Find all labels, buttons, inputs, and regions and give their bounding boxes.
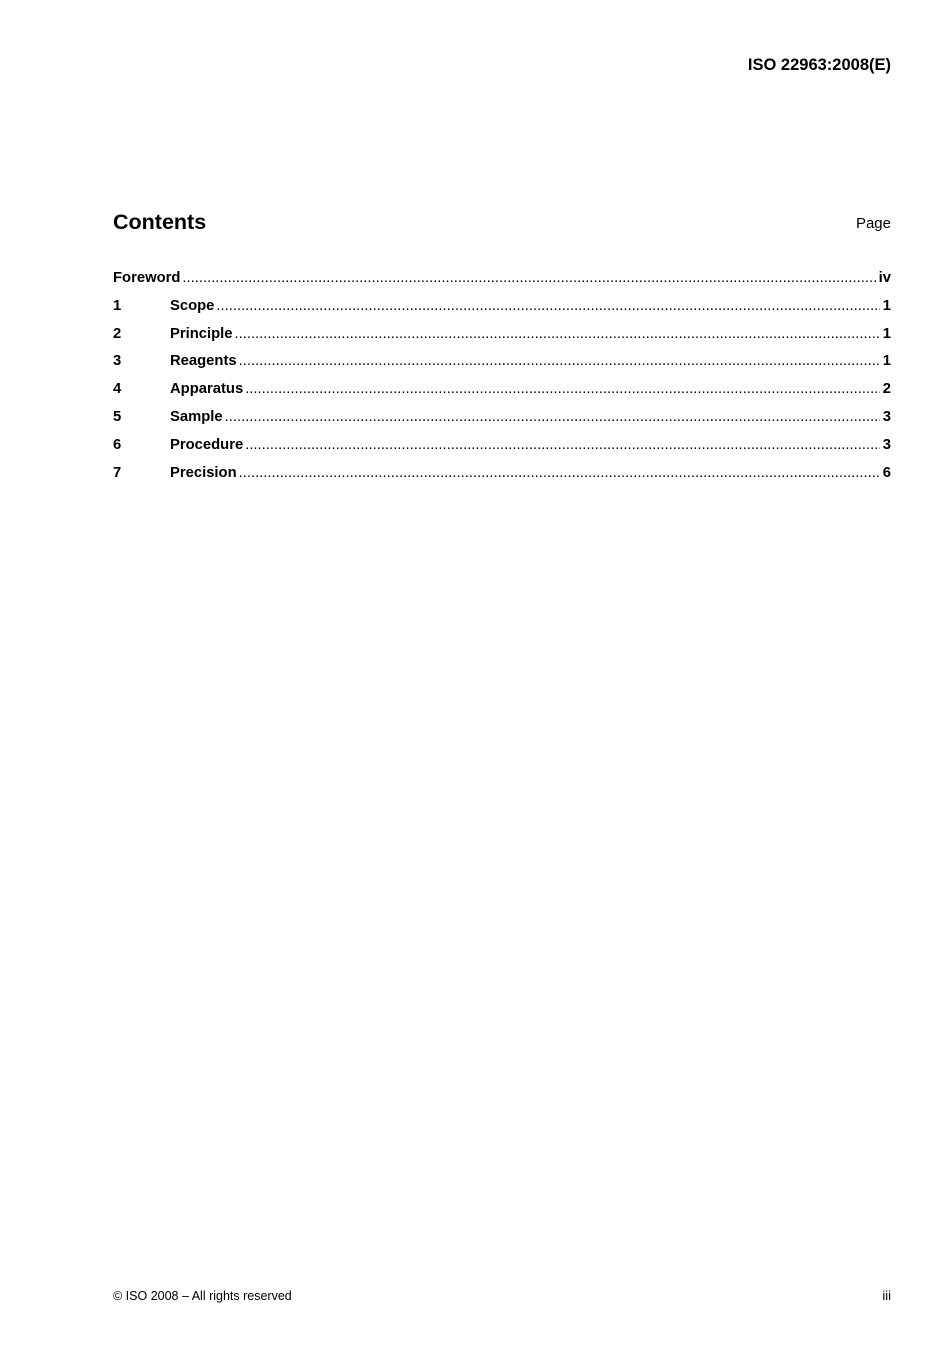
toc-entry-title: Sample [170,408,223,425]
toc-entry-scope[interactable] [113,297,891,325]
toc-entry-page: 2 [882,381,891,398]
toc-entry-title: Procedure [170,436,244,453]
toc-dot-leader [245,436,880,454]
toc-entry-title: Scope [170,297,215,314]
toc-entry-title: Foreword [113,270,181,286]
toc-entry-sample[interactable] [113,408,891,436]
toc-entry-page: 1 [882,353,891,370]
toc-entry-procedure[interactable] [113,436,891,464]
toc-entry-page: 1 [882,297,891,314]
page-column-heading: Page [855,215,891,232]
toc-entry-principle[interactable] [113,325,891,353]
toc-entry-number: 7 [113,464,122,481]
toc-entry-page: 3 [882,408,891,425]
toc-entry-number: 1 [113,297,122,314]
toc-dot-leader [182,269,875,287]
toc-entry-page: 6 [882,464,891,481]
toc-entry-reagents[interactable] [113,352,891,380]
footer-copyright: © ISO 2008 – All rights reserved [113,1289,292,1303]
toc-entry-number: 2 [113,325,122,342]
toc-entry-number: 3 [113,353,122,370]
contents-heading: Contents [113,210,207,234]
toc-entry-title: Principle [170,325,233,342]
toc-entry-title: Precision [170,464,237,481]
toc-entry-page: 1 [882,325,891,342]
document-id: ISO 22963:2008(E) [747,56,891,74]
toc-entry-number: 6 [113,436,122,453]
toc-entry-number: 4 [113,381,122,398]
toc-entry-title: Reagents [170,353,237,370]
toc-dot-leader [235,325,880,343]
toc-entry-number: 5 [113,408,122,425]
table-of-contents [113,269,891,491]
toc-entry-page: iv [878,270,891,286]
footer-page-number: iii [882,1288,891,1303]
toc-dot-leader [239,352,880,370]
toc-dot-leader [239,464,880,482]
toc-entry-title: Apparatus [170,381,244,398]
toc-entry-page: 3 [882,436,891,453]
toc-dot-leader [216,297,879,315]
toc-dot-leader [225,408,880,426]
toc-entry-foreword[interactable] [113,269,891,297]
toc-entry-precision[interactable] [113,464,891,492]
toc-entry-apparatus[interactable] [113,380,891,408]
toc-dot-leader [245,380,880,398]
